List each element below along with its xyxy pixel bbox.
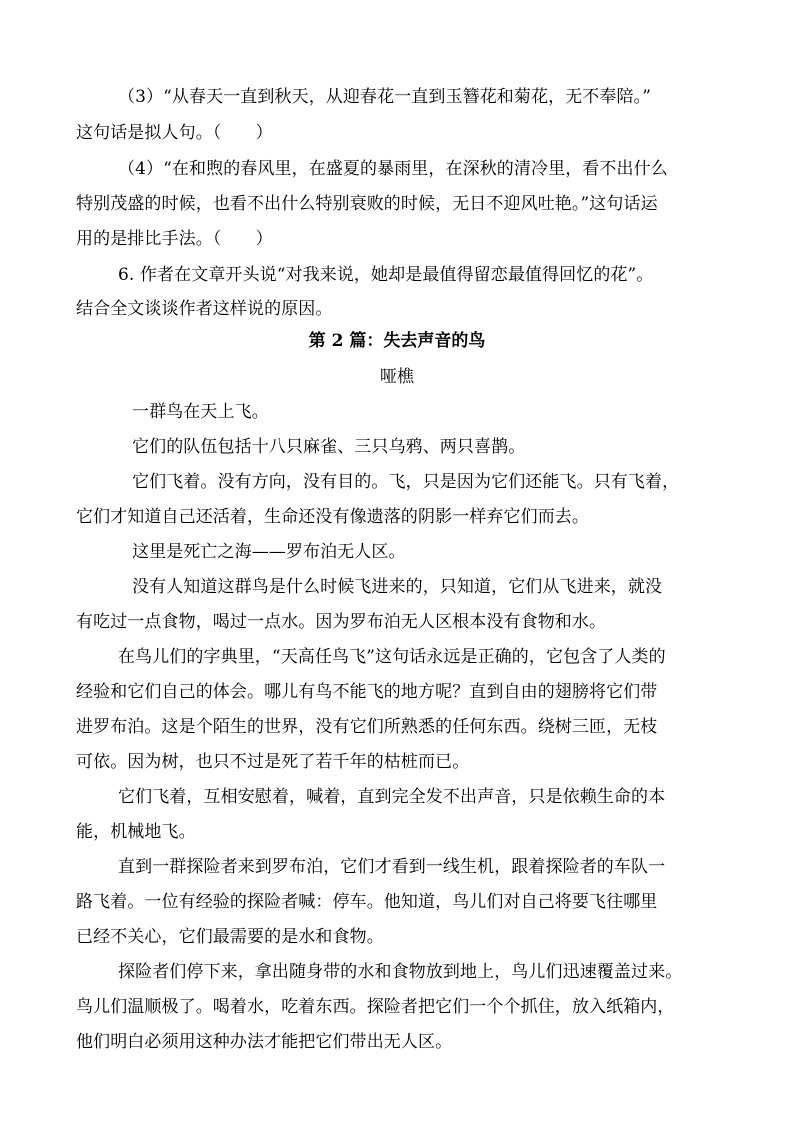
article-line-7: 有吃过一点食物，喝过一点水。因为罗布泊无人区根本没有食物和水。	[76, 612, 607, 632]
article-line-4: 它们才知道自己还活着，生命还没有像遗落的阴影一样弃它们而去。	[76, 507, 589, 527]
question-3-line-2: 这句话是拟人句。（ ）	[76, 123, 273, 143]
article-line-8: 在鸟儿们的字典里，“天高任鸟飞”这句话永远是正确的，它包含了人类的	[118, 647, 666, 667]
question-3-line-1: （3）“从春天一直到秋天，从迎春花一直到玉簪花和菊花，无不奉陪。”	[118, 87, 651, 107]
question-4-line-3: 用的是排比手法。（ ）	[76, 229, 273, 249]
article-line-13: 能，机械地飞。	[76, 822, 196, 842]
question-6-line-2: 结合全文谈谈作者这样说的原因。	[76, 299, 333, 319]
article-line-1: 一群鸟在天上飞。	[132, 402, 269, 422]
article-line-16: 已经不关心，它们最需要的是水和食物。	[76, 927, 384, 947]
question-4-line-2: 特别茂盛的时候，也看不出什么特别衰败的时候，无日不迎风吐艳。”这句话运	[76, 194, 658, 214]
article-line-9: 经验和它们自己的体会。哪儿有鸟不能飞的地方呢？直到自由的翅膀将它们带	[76, 682, 658, 702]
question-4-line-1: （4）“在和煦的春风里，在盛夏的暴雨里，在深秋的清冷里，看不出什么	[118, 159, 668, 179]
article-line-12: 它们飞着，互相安慰着，喊着，直到完全发不出声音，只是依赖生命的本	[118, 787, 666, 807]
article-line-5: 这里是死亡之海——罗布泊无人区。	[132, 542, 406, 562]
article-line-3: 它们飞着。没有方向，没有目的。飞，只是因为它们还能飞。只有飞着，	[132, 472, 680, 492]
article-line-19: 他们明白必须用这种办法才能把它们带出无人区。	[76, 1032, 453, 1052]
article-line-15: 路飞着。一位有经验的探险者喊：停车。他知道，鸟儿们对自己将要飞往哪里	[76, 892, 658, 912]
article-line-11: 可依。因为树，也只不过是死了若千年的枯桩而已。	[76, 752, 470, 772]
article-line-18: 鸟儿们温顺极了。喝着水，吃着东西。探险者把它们一个个抓住，放入纸箱内，	[76, 997, 675, 1017]
question-6-line-1: 6. 作者在文章开头说“对我来说，她却是最值得留恋最值得回忆的花”。	[118, 265, 654, 285]
article-line-17: 探险者们停下来，拿出随身带的水和食物放到地上，鸟儿们迅速覆盖过来。	[118, 962, 683, 982]
article-title: 第 2 篇：失去声音的鸟	[308, 331, 486, 351]
article-line-6: 没有人知道这群鸟是什么时候飞进来的，只知道，它们从飞进来，就没	[132, 577, 663, 597]
article-line-14: 直到一群探险者来到罗布泊，它们才看到一线生机，跟着探险者的车队一	[118, 857, 666, 877]
article-line-2: 它们的队伍包括十八只麻雀、三只乌鸦、两只喜鹊。	[132, 437, 526, 457]
article-line-10: 进罗布泊。这是个陌生的世界，没有它们所熟悉的任何东西。绕树三匝，无枝	[76, 717, 658, 737]
article-author: 哑樵	[380, 367, 414, 387]
